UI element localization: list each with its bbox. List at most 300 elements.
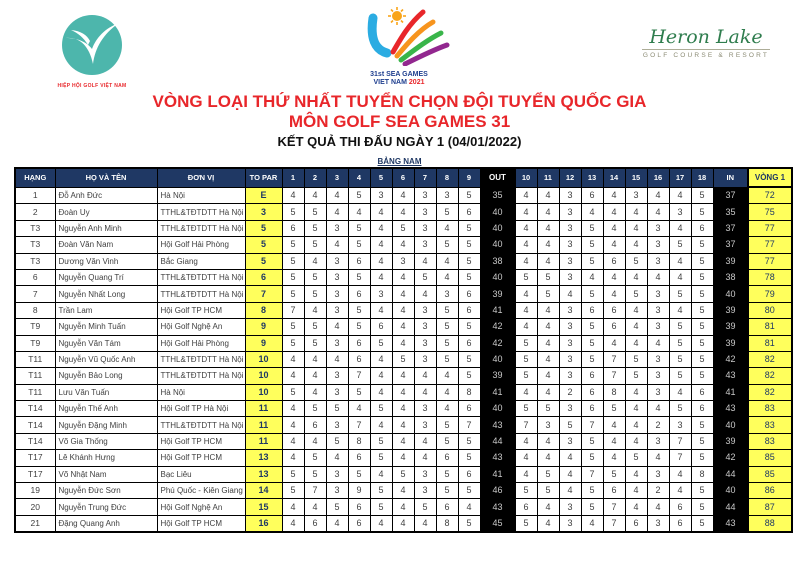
heron-lake-name: Heron Lake (649, 26, 763, 48)
in-total-cell: 39 (713, 302, 748, 318)
hole-score-cell: 4 (282, 351, 304, 367)
to-par-cell: 5 (245, 237, 282, 253)
hole-score-cell: 5 (581, 237, 603, 253)
hole-score-cell: 4 (370, 220, 392, 236)
hole-score-cell: 4 (282, 368, 304, 384)
hole-score-cell: 5 (537, 483, 559, 499)
hole-score-cell: 5 (304, 286, 326, 302)
hole-score-cell: 5 (304, 269, 326, 285)
hole-score-cell: 4 (625, 220, 647, 236)
hole-score-cell: 3 (559, 335, 581, 351)
hole-score-cell: 4 (392, 286, 414, 302)
player-name-cell: Võ Nhật Nam (55, 466, 157, 482)
hole-score-cell: 4 (537, 319, 559, 335)
to-par-cell: 9 (245, 335, 282, 351)
hole-score-cell: 6 (458, 401, 480, 417)
in-total-cell: 40 (713, 483, 748, 499)
in-total-cell: 37 (713, 220, 748, 236)
hole-score-cell: 5 (304, 450, 326, 466)
hole-score-cell: 3 (326, 368, 348, 384)
hole-score-cell: 4 (669, 269, 691, 285)
to-par-cell: 15 (245, 499, 282, 515)
hole-score-cell: 5 (458, 269, 480, 285)
hole-score-cell: 5 (282, 286, 304, 302)
hole-score-cell: 4 (559, 466, 581, 482)
hole-score-cell: 3 (414, 302, 436, 318)
hole-score-cell: 5 (304, 335, 326, 351)
hole-score-cell: 5 (436, 319, 458, 335)
hole-score-cell: 4 (515, 187, 537, 204)
out-total-cell: 43 (480, 450, 515, 466)
results-subtitle: KẾT QUẢ THI ĐẤU NGÀY 1 (04/01/2022) (277, 134, 522, 149)
to-par-cell: 7 (245, 286, 282, 302)
in-total-cell: 39 (713, 319, 748, 335)
hole-score-cell: 4 (537, 220, 559, 236)
hole-score-cell: 4 (392, 335, 414, 351)
rank-cell: T11 (15, 351, 55, 367)
rank-cell: T17 (15, 466, 55, 482)
hole-score-cell: 4 (370, 515, 392, 532)
hole-score-cell: 7 (304, 483, 326, 499)
hole-score-cell: 3 (326, 483, 348, 499)
unit-cell: Hội Golf TP HCM (157, 302, 245, 318)
hole-score-cell: 5 (625, 450, 647, 466)
hole-score-cell: 5 (537, 269, 559, 285)
hole-score-cell: 9 (348, 483, 370, 499)
hole-score-cell: 6 (581, 384, 603, 400)
round1-total-cell: 83 (748, 401, 792, 417)
hole-score-cell: 4 (647, 204, 669, 220)
hole-score-cell: 4 (304, 302, 326, 318)
hole-score-cell: 3 (647, 319, 669, 335)
in-total-cell: 44 (713, 499, 748, 515)
table-row (15, 417, 792, 433)
rank-cell: 19 (15, 483, 55, 499)
to-par-cell: 9 (245, 319, 282, 335)
hole-score-cell: 4 (515, 237, 537, 253)
out-total-cell: 46 (480, 483, 515, 499)
hole-score-cell: 4 (603, 237, 625, 253)
rank-cell: T11 (15, 368, 55, 384)
group-label: BẢNG NAM (377, 157, 422, 166)
hole-score-cell: 4 (647, 335, 669, 351)
hole-score-cell: 4 (515, 253, 537, 269)
hole-score-cell: 4 (304, 351, 326, 367)
hole-score-cell: 6 (348, 450, 370, 466)
hole-score-cell: 4 (392, 187, 414, 204)
hole-score-cell: 4 (326, 187, 348, 204)
hole-score-cell: 5 (282, 483, 304, 499)
hole-score-cell: 4 (414, 253, 436, 269)
hole-score-cell: 5 (515, 368, 537, 384)
hole-score-cell: 5 (392, 466, 414, 482)
to-par-cell: 11 (245, 433, 282, 449)
hole-score-cell: 3 (370, 187, 392, 204)
hole-score-cell: 7 (348, 368, 370, 384)
hole-score-cell: 5 (348, 302, 370, 318)
hole-score-cell: 3 (647, 368, 669, 384)
hole-score-cell: 5 (669, 401, 691, 417)
hole-score-cell: 5 (458, 450, 480, 466)
hole-score-cell: 4 (515, 319, 537, 335)
col-header-hole: 14 (603, 168, 625, 187)
to-par-cell: 16 (245, 515, 282, 532)
rank-cell: T11 (15, 384, 55, 400)
hole-score-cell: 4 (304, 368, 326, 384)
to-par-cell: 14 (245, 483, 282, 499)
hole-score-cell: 4 (559, 286, 581, 302)
hole-score-cell: 5 (348, 237, 370, 253)
hole-score-cell: 4 (304, 253, 326, 269)
rank-cell: T14 (15, 401, 55, 417)
hole-score-cell: 4 (669, 253, 691, 269)
hole-score-cell: 3 (669, 204, 691, 220)
hole-score-cell: 4 (414, 515, 436, 532)
hole-score-cell: 8 (691, 466, 713, 482)
col-header-hole: 18 (691, 168, 713, 187)
hole-score-cell: 6 (348, 286, 370, 302)
hole-score-cell: 4 (370, 384, 392, 400)
hole-score-cell: 4 (669, 187, 691, 204)
vga-golf-icon (61, 63, 123, 80)
hole-score-cell: 6 (304, 515, 326, 532)
hole-score-cell: 3 (537, 417, 559, 433)
hole-score-cell: 2 (647, 417, 669, 433)
out-total-cell: 40 (480, 269, 515, 285)
hole-score-cell: 4 (515, 204, 537, 220)
hole-score-cell: 5 (458, 368, 480, 384)
hole-score-cell: 8 (603, 384, 625, 400)
hole-score-cell: 4 (414, 450, 436, 466)
unit-cell: TTHL&TĐTDTT Hà Nội (157, 368, 245, 384)
hole-score-cell: 4 (282, 433, 304, 449)
hole-score-cell: 3 (559, 253, 581, 269)
col-header-hole: 7 (414, 168, 436, 187)
col-header-hole: 16 (647, 168, 669, 187)
col-header-hole: 11 (537, 168, 559, 187)
hole-score-cell: 5 (515, 335, 537, 351)
player-name-cell: Nguyễn Quang Trí (55, 269, 157, 285)
hole-score-cell: 5 (282, 335, 304, 351)
table-row (15, 433, 792, 449)
hole-score-cell: 4 (392, 499, 414, 515)
rank-cell: T9 (15, 319, 55, 335)
hole-score-cell: 3 (414, 401, 436, 417)
col-header-hole: 15 (625, 168, 647, 187)
col-header-hole: 8 (436, 168, 458, 187)
player-name-cell: Nguyễn Đặng Minh (55, 417, 157, 433)
hole-score-cell: 4 (625, 433, 647, 449)
in-total-cell: 43 (713, 515, 748, 532)
hole-score-cell: 5 (691, 483, 713, 499)
hole-score-cell: 4 (581, 269, 603, 285)
hole-score-cell: 5 (691, 351, 713, 367)
hole-score-cell: 3 (559, 204, 581, 220)
hole-score-cell: 5 (625, 368, 647, 384)
col-header-hole: 10 (515, 168, 537, 187)
out-total-cell: 43 (480, 417, 515, 433)
hole-score-cell: 5 (559, 417, 581, 433)
hole-score-cell: 5 (691, 302, 713, 318)
hole-score-cell: 6 (581, 401, 603, 417)
hole-score-cell: 4 (647, 269, 669, 285)
hole-score-cell: 5 (691, 515, 713, 532)
player-name-cell: Đoàn Uy (55, 204, 157, 220)
out-total-cell: 42 (480, 335, 515, 351)
hole-score-cell: 5 (348, 220, 370, 236)
hole-score-cell: 4 (625, 319, 647, 335)
hole-score-cell: 3 (414, 237, 436, 253)
hole-score-cell: 2 (647, 483, 669, 499)
hole-score-cell: 4 (414, 384, 436, 400)
hole-score-cell: 5 (282, 319, 304, 335)
hole-score-cell: 5 (304, 466, 326, 482)
heron-lake-subtitle: GOLF COURSE & RESORT (642, 49, 770, 59)
hole-score-cell: 5 (581, 351, 603, 367)
hole-score-cell: 4 (647, 187, 669, 204)
hole-score-cell: 4 (625, 417, 647, 433)
out-total-cell: 43 (480, 499, 515, 515)
hole-score-cell: 3 (647, 433, 669, 449)
hole-score-cell: 4 (603, 187, 625, 204)
unit-cell: TTHL&TĐTDTT Hà Nội (157, 351, 245, 367)
hole-score-cell: 5 (436, 302, 458, 318)
hole-score-cell: 4 (537, 515, 559, 532)
hole-score-cell: 5 (348, 187, 370, 204)
hole-score-cell: 3 (559, 220, 581, 236)
hole-score-cell: 5 (691, 204, 713, 220)
hole-score-cell: 4 (392, 368, 414, 384)
table-row (15, 515, 792, 532)
hole-score-cell: 4 (581, 515, 603, 532)
hole-score-cell: 3 (669, 417, 691, 433)
hole-score-cell: 3 (436, 286, 458, 302)
hole-score-cell: 4 (647, 401, 669, 417)
hole-score-cell: 6 (458, 335, 480, 351)
player-name-cell: Nguyễn Trung Đức (55, 499, 157, 515)
to-par-cell: 13 (245, 450, 282, 466)
out-total-cell: 40 (480, 351, 515, 367)
hole-score-cell: 6 (669, 499, 691, 515)
hole-score-cell: 5 (581, 286, 603, 302)
results-body (15, 187, 792, 532)
hole-score-cell: 6 (691, 401, 713, 417)
hole-score-cell: 4 (370, 237, 392, 253)
col-header-hole: 17 (669, 168, 691, 187)
player-name-cell: Đặng Quang Anh (55, 515, 157, 532)
results-table (14, 167, 793, 533)
hole-score-cell: 7 (515, 417, 537, 433)
in-total-cell: 39 (713, 335, 748, 351)
hole-score-cell: 2 (559, 384, 581, 400)
hole-score-cell: 4 (559, 483, 581, 499)
unit-cell: Hội Golf TP HCM (157, 515, 245, 532)
table-row (15, 368, 792, 384)
unit-cell: TTHL&TĐTDTT Hà Nội (157, 269, 245, 285)
heron-lake-logo (642, 26, 770, 59)
round1-total-cell: 77 (748, 237, 792, 253)
unit-cell: Hội Golf Nghệ An (157, 319, 245, 335)
hole-score-cell: 5 (691, 237, 713, 253)
player-name-cell: Nguyễn Anh Minh (55, 220, 157, 236)
hole-score-cell: 5 (436, 483, 458, 499)
round1-total-cell: 83 (748, 433, 792, 449)
hole-score-cell: 4 (370, 368, 392, 384)
hole-score-cell: 4 (625, 483, 647, 499)
to-par-cell: 13 (245, 466, 282, 482)
player-name-cell: Nguyễn Đức Sơn (55, 483, 157, 499)
hole-score-cell: 8 (436, 515, 458, 532)
in-total-cell: 40 (713, 286, 748, 302)
round1-total-cell: 72 (748, 187, 792, 204)
hole-score-cell: 3 (414, 351, 436, 367)
player-name-cell: Võ Gia Thống (55, 433, 157, 449)
hole-score-cell: 6 (370, 319, 392, 335)
col-header-hole: 3 (326, 168, 348, 187)
table-row (15, 466, 792, 482)
hole-score-cell: 4 (392, 483, 414, 499)
out-total-cell: 39 (480, 286, 515, 302)
hole-score-cell: 6 (603, 319, 625, 335)
round1-total-cell: 77 (748, 253, 792, 269)
hole-score-cell: 5 (304, 237, 326, 253)
hole-score-cell: 3 (647, 466, 669, 482)
table-row (15, 351, 792, 367)
hole-score-cell: 5 (691, 253, 713, 269)
hole-score-cell: 3 (559, 237, 581, 253)
col-header-hole: 4 (348, 168, 370, 187)
hole-score-cell: 6 (603, 483, 625, 499)
hole-score-cell: 3 (326, 286, 348, 302)
hole-score-cell: 6 (691, 220, 713, 236)
seagames-logo (336, 6, 462, 87)
out-total-cell: 40 (480, 401, 515, 417)
hole-score-cell: 3 (414, 187, 436, 204)
vga-logo-caption: HIỆP HỘI GOLF VIỆT NAM (57, 83, 127, 89)
unit-cell: Hội Golf Hải Phòng (157, 335, 245, 351)
hole-score-cell: 3 (326, 220, 348, 236)
col-header-unit: ĐƠN VỊ (157, 168, 245, 187)
hole-score-cell: 6 (458, 204, 480, 220)
title-block (0, 92, 799, 169)
player-name-cell: Nguyễn Nhất Long (55, 286, 157, 302)
hole-score-cell: 4 (326, 319, 348, 335)
in-total-cell: 39 (713, 253, 748, 269)
hole-score-cell: 4 (603, 335, 625, 351)
col-header-in: IN (713, 168, 748, 187)
in-total-cell: 43 (713, 401, 748, 417)
hole-score-cell: 4 (436, 253, 458, 269)
round1-total-cell: 77 (748, 220, 792, 236)
hole-score-cell: 4 (625, 237, 647, 253)
hole-score-cell: 7 (603, 351, 625, 367)
hole-score-cell: 5 (581, 450, 603, 466)
to-par-cell: 10 (245, 351, 282, 367)
col-header-hole: 12 (559, 168, 581, 187)
hole-score-cell: 3 (647, 302, 669, 318)
hole-score-cell: 3 (559, 433, 581, 449)
hole-score-cell: 5 (669, 351, 691, 367)
out-total-cell: 44 (480, 433, 515, 449)
hole-score-cell: 5 (348, 269, 370, 285)
hole-score-cell: 6 (581, 302, 603, 318)
hole-score-cell: 3 (414, 466, 436, 482)
to-par-cell: 5 (245, 253, 282, 269)
hole-score-cell: 4 (537, 187, 559, 204)
col-header-hole: 9 (458, 168, 480, 187)
hole-score-cell: 5 (282, 466, 304, 482)
hole-score-cell: 5 (669, 335, 691, 351)
hole-score-cell: 4 (370, 253, 392, 269)
col-header-round1: VÒNG 1 (748, 168, 792, 187)
table-row (15, 302, 792, 318)
round1-total-cell: 80 (748, 302, 792, 318)
hole-score-cell: 3 (370, 286, 392, 302)
hole-score-cell: 6 (691, 384, 713, 400)
to-par-cell: 6 (245, 269, 282, 285)
rank-cell: 7 (15, 286, 55, 302)
round1-total-cell: 86 (748, 483, 792, 499)
hole-score-cell: 4 (537, 335, 559, 351)
to-par-cell: 10 (245, 368, 282, 384)
hole-score-cell: 5 (326, 499, 348, 515)
hole-score-cell: 4 (392, 417, 414, 433)
hole-score-cell: 5 (392, 351, 414, 367)
hole-score-cell: 3 (326, 466, 348, 482)
rank-cell: 1 (15, 187, 55, 204)
seagames-logo-line2: VIET NAM 2021 (373, 79, 425, 86)
hole-score-cell: 4 (436, 269, 458, 285)
col-header-hole: 5 (370, 168, 392, 187)
hole-score-cell: 7 (669, 450, 691, 466)
hole-score-cell: 5 (537, 286, 559, 302)
hole-score-cell: 3 (326, 335, 348, 351)
unit-cell: Bắc Giang (157, 253, 245, 269)
hole-score-cell: 5 (414, 269, 436, 285)
hole-score-cell: 3 (326, 302, 348, 318)
hole-score-cell: 3 (326, 253, 348, 269)
hole-score-cell: 4 (537, 351, 559, 367)
hole-score-cell: 4 (515, 450, 537, 466)
hole-score-cell: 5 (282, 384, 304, 400)
hole-score-cell: 4 (392, 204, 414, 220)
header-row (15, 168, 792, 187)
unit-cell: Hội Golf Hải Phòng (157, 237, 245, 253)
hole-score-cell: 6 (625, 515, 647, 532)
hole-score-cell: 5 (348, 319, 370, 335)
hole-score-cell: 3 (326, 269, 348, 285)
round1-total-cell: 81 (748, 319, 792, 335)
hole-score-cell: 5 (282, 269, 304, 285)
hole-score-cell: 3 (414, 483, 436, 499)
round1-total-cell: 88 (748, 515, 792, 532)
hole-score-cell: 3 (559, 302, 581, 318)
out-total-cell: 38 (480, 253, 515, 269)
hole-score-cell: 4 (436, 401, 458, 417)
hole-score-cell: 3 (414, 335, 436, 351)
col-header-hole: 1 (282, 168, 304, 187)
hole-score-cell: 5 (458, 319, 480, 335)
hole-score-cell: 5 (458, 253, 480, 269)
hole-score-cell: 5 (348, 384, 370, 400)
hole-score-cell: 5 (603, 401, 625, 417)
hole-score-cell: 3 (647, 351, 669, 367)
out-total-cell: 40 (480, 204, 515, 220)
hole-score-cell: 4 (326, 450, 348, 466)
hole-score-cell: 6 (348, 515, 370, 532)
hole-score-cell: 5 (282, 204, 304, 220)
hole-score-cell: 6 (581, 187, 603, 204)
